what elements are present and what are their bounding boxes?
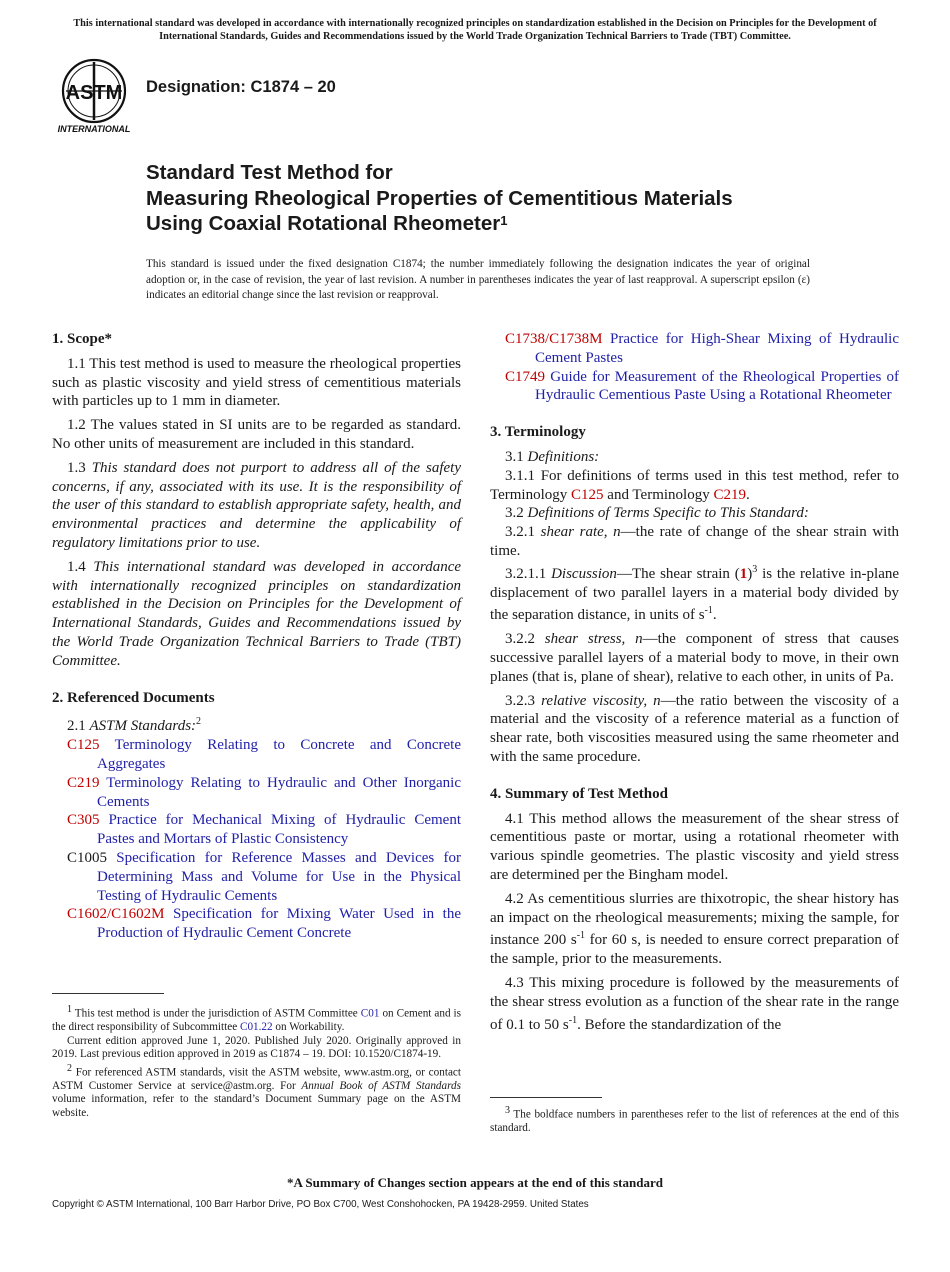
development-notice: This international standard was developed in accordance with internationally recognized principles on standardization established in the Decision on Principles for the Development of International Standards, Guides and Recommendations issued by the World Trade Organization Technical Barriers to Trade (TBT) Committee. [73, 18, 877, 42]
footnote-1-edition: Current edition approved June 1, 2020. Published July 2020. Originally approved in 2019. Last previous edition approved in 2019 as C1874 – 19. DOI: 10.1520/C1874-19. [52, 1034, 461, 1061]
summary-of-changes-note: *A Summary of Changes section appears at the end of this standard [287, 1175, 663, 1190]
footnote-3: $^3$ The boldface numbers in parentheses refer to the list of references at the end of this standard. [490, 1105, 899, 1135]
link-c01[interactable]: C01 [360, 1007, 380, 1020]
paragraph-4-2: 4.2 As cementitious slurries are thixotropic, the shear history has an impact on the rheological measurements; mixing the sample, for instance 200 $s^{-1}$ for 60 s, is needed to ensure correct preparation of the sample, prior to the measurements. [490, 890, 900, 968]
svg-text:INTERNATIONAL: INTERNATIONAL [57, 124, 131, 134]
footnote-rule-right [490, 1097, 602, 1098]
ref-item-c1005[interactable]: C1005 Specification for Reference Masses and Devices for Determining Mass and Volume for Use in the Physical Testing of Hydraulic Cements [67, 849, 461, 904]
paragraph-3-2-2: 3.2.2 shear stress, n—the component of stress that causes successive parallel layers of a material body to move, in their own planes (that is, plane of shear), relative to each other, in units of Pa. [490, 631, 900, 685]
ref-item-c1749[interactable]: C1749 Guide for Measurement of the Rheological Properties of Hydraulic Cementious Paste Using a Rotational Rheometer [505, 368, 899, 404]
paragraph-1-3: 1.3 This standard does not purport to address all of the safety concerns, if any, associated with its use. It is the responsibility of the user of this standard to establish appropriate safety, health, and environmental practices and determine the applicability of regulatory limitations prior to use. [52, 459, 462, 551]
reference-link-1[interactable]: 1 [739, 565, 748, 582]
paragraph-4-3: 4.3 This mixing procedure is followed by the measurements of the shear stress evolution as a function of the shear rate in the range of 0.1 to 50 $s^{-1}$. Before the standardization of the [490, 974, 899, 1033]
astm-logo [52, 58, 136, 134]
section-heading-scope: 1. Scope* [52, 331, 112, 347]
link-c0122[interactable]: C01.22 [239, 1021, 273, 1034]
link-c219[interactable]: C219 [713, 486, 746, 503]
paragraph-2-1: 2.1 ASTM Standards:$^2$ [67, 716, 202, 735]
right-column [490, 330, 899, 1034]
footnote-1: $^1$ This test method is under the jurisdiction of ASTM Committee C01 on Cement and is the direct responsibility of Subcommittee C01.22 on Workability. [52, 1004, 462, 1034]
link-c125[interactable]: C125 [571, 486, 604, 503]
section-heading-referenced-documents: 2. Referenced Documents [52, 689, 215, 706]
designation: Designation: C1874 – 20 [146, 78, 336, 96]
paragraph-1-1: 1.1 This test method is used to measure the rheological properties such as plastic viscosity and yield stress of cementitious materials with particles up to 1 mm in diameter. [52, 355, 461, 410]
ref-item-c125[interactable]: C125 Terminology Relating to Concrete and Concrete Aggregates [67, 737, 461, 772]
paragraph-3-2-1: 3.2.1 shear rate, n—the rate of change of the shear strain with time. [490, 524, 900, 559]
paragraph-3-1: 3.1 Definitions: [505, 448, 600, 465]
svg-text:ASTM: ASTM [65, 82, 123, 104]
paragraph-1-4: 1.4 This international standard was developed in accordance with internationally recognized principles on standardization established in the Decision on Principles for the Development of International Standards, Guides and Recommendations issued by the World Trade Organization Technical Barriers to Trade (TBT) Committee. [52, 558, 462, 669]
paragraph-3-1-1: 3.1.1 For definitions of terms used in this test method, refer to Terminology C125 and Terminology C219. [490, 467, 899, 503]
ref-item-c219[interactable]: C219 Terminology Relating to Hydraulic and Other Inorganic Cements [67, 774, 461, 810]
ref-item-c305[interactable]: C305 Practice for Mechanical Mixing of Hydraulic Cement Pastes and Mortars of Plastic Consistency [67, 812, 461, 848]
issuance-note: This standard is issued under the fixed designation C1874; the number immediately following the designation indicates the year of original adoption or, in the case of revision, the year of last revision. A number in parentheses indicates the year of last reapproval. A superscript epsilon (ε) indicates an editorial change since the last revision or reapproval. [146, 258, 810, 301]
page-title: Standard Test Method for Measuring Rheological Properties of Cementitious Materials Using Coaxial Rotational Rheometer$^1$ [146, 161, 733, 235]
footnotes-right [490, 1104, 899, 1136]
footnotes-left [52, 1003, 461, 1120]
paragraph-4-1: 4.1 This method allows the measurement of the shear stress of cementitious paste or mortar, using a rotational rheometer with various spindle geometries. The plastic viscosity and yield stress are determined per the Bingham model. [490, 810, 899, 883]
paragraph-3-2-1-1: 3.2.1.1 Discussion—The shear strain $(1)^3$ is the relative in-plane displacement of two parallel layers in a material body divided by the separation distance, in units of $s^{-1}$. [490, 563, 900, 624]
copyright: Copyright © ASTM International, 100 Barr Harbor Drive, PO Box C700, West Conshohocken, PA 19428-2959. United States [52, 1199, 589, 1210]
left-column [52, 330, 461, 943]
paragraph-3-2-3: 3.2.3 relative viscosity, n—the ratio between the viscosity of a material and the viscosity of a reference material as a function of shear rate, both viscosities measured using the same rheometer and with the same procedure. [490, 692, 899, 765]
section-heading-summary: 4. Summary of Test Method [490, 785, 668, 802]
ref-item-c1602[interactable]: C1602/C1602M Specification for Mixing Water Used in the Production of Hydraulic Cement Concrete [67, 906, 461, 942]
paragraph-3-2: 3.2 Definitions of Terms Specific to This Standard: [505, 505, 809, 522]
section-heading-terminology: 3. Terminology [490, 424, 586, 441]
paragraph-1-2: 1.2 The values stated in SI units are to be regarded as standard. No other units of measurement are included in this standard. [52, 417, 461, 452]
ref-item-c1738[interactable]: C1738/C1738M Practice for High-Shear Mixing of Hydraulic Cement Pastes [505, 331, 899, 366]
footnote-2: $^2$ For referenced ASTM standards, visit the ASTM website, www.astm.org, or contact ASTM Customer Service at service@astm.org. For Annual Book of ASTM Standards volume information, refer to the standard’s Document Summary page on the ASTM website. [52, 1062, 461, 1119]
footnote-rule-left [52, 993, 164, 994]
